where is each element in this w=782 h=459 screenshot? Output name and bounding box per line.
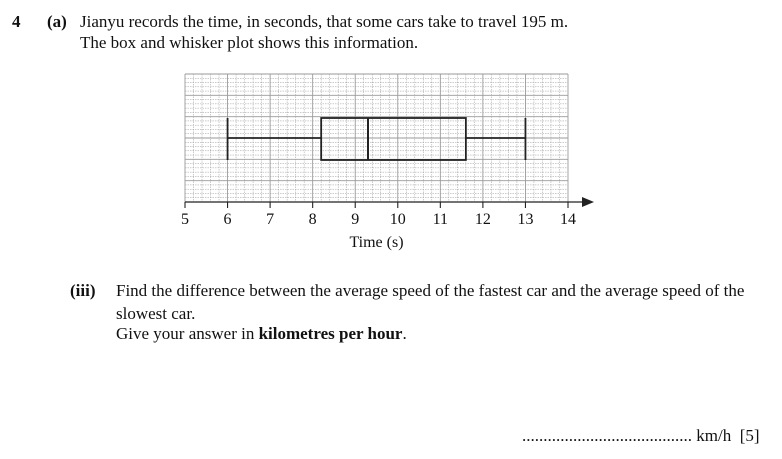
x-axis-label: Time (s): [349, 234, 404, 251]
answer-line: [522, 426, 760, 446]
line3-prefix: Give your answer in: [116, 324, 259, 343]
subquestion-line2: slowest car.: [116, 304, 196, 323]
x-tick-label: 8: [308, 211, 317, 228]
answer-unit: km/h: [696, 426, 732, 445]
subquestion-line1: Find the difference between the average speed of the fastest car and the average speed of the: [116, 281, 745, 300]
x-tick-label: 12: [474, 211, 491, 228]
x-tick-label: 7: [266, 211, 275, 228]
subpart-label: (iii): [70, 281, 96, 300]
line3-bold: kilometres per hour: [258, 324, 403, 343]
answer-marks: [5]: [739, 426, 760, 445]
part-label: (a): [47, 12, 67, 31]
x-tick-label: 11: [432, 211, 449, 228]
box-plot-marks: [228, 118, 526, 160]
x-tick-labels: [181, 211, 576, 228]
question-intro-line2: The box and whisker plot shows this information.: [80, 33, 419, 52]
subquestion-line3: [116, 324, 407, 344]
x-tick-label: 9: [351, 211, 360, 228]
x-axis-arrow: [582, 197, 594, 207]
box-whisker-plot: [170, 66, 600, 256]
x-tick-label: 14: [560, 211, 576, 228]
box-iqr: [321, 118, 466, 160]
x-axis: [185, 197, 594, 208]
x-tick-label: 5: [181, 211, 189, 228]
x-tick-label: 6: [223, 211, 232, 228]
line3-suffix: .: [402, 324, 407, 343]
question-intro-line1: Jianyu records the time, in seconds, that some cars take to travel 195 m.: [80, 12, 569, 31]
question-number: 4: [12, 12, 21, 31]
answer-dots[interactable]: ........................................: [522, 426, 692, 445]
x-tick-label: 10: [389, 211, 406, 228]
x-tick-label: 13: [517, 211, 534, 228]
